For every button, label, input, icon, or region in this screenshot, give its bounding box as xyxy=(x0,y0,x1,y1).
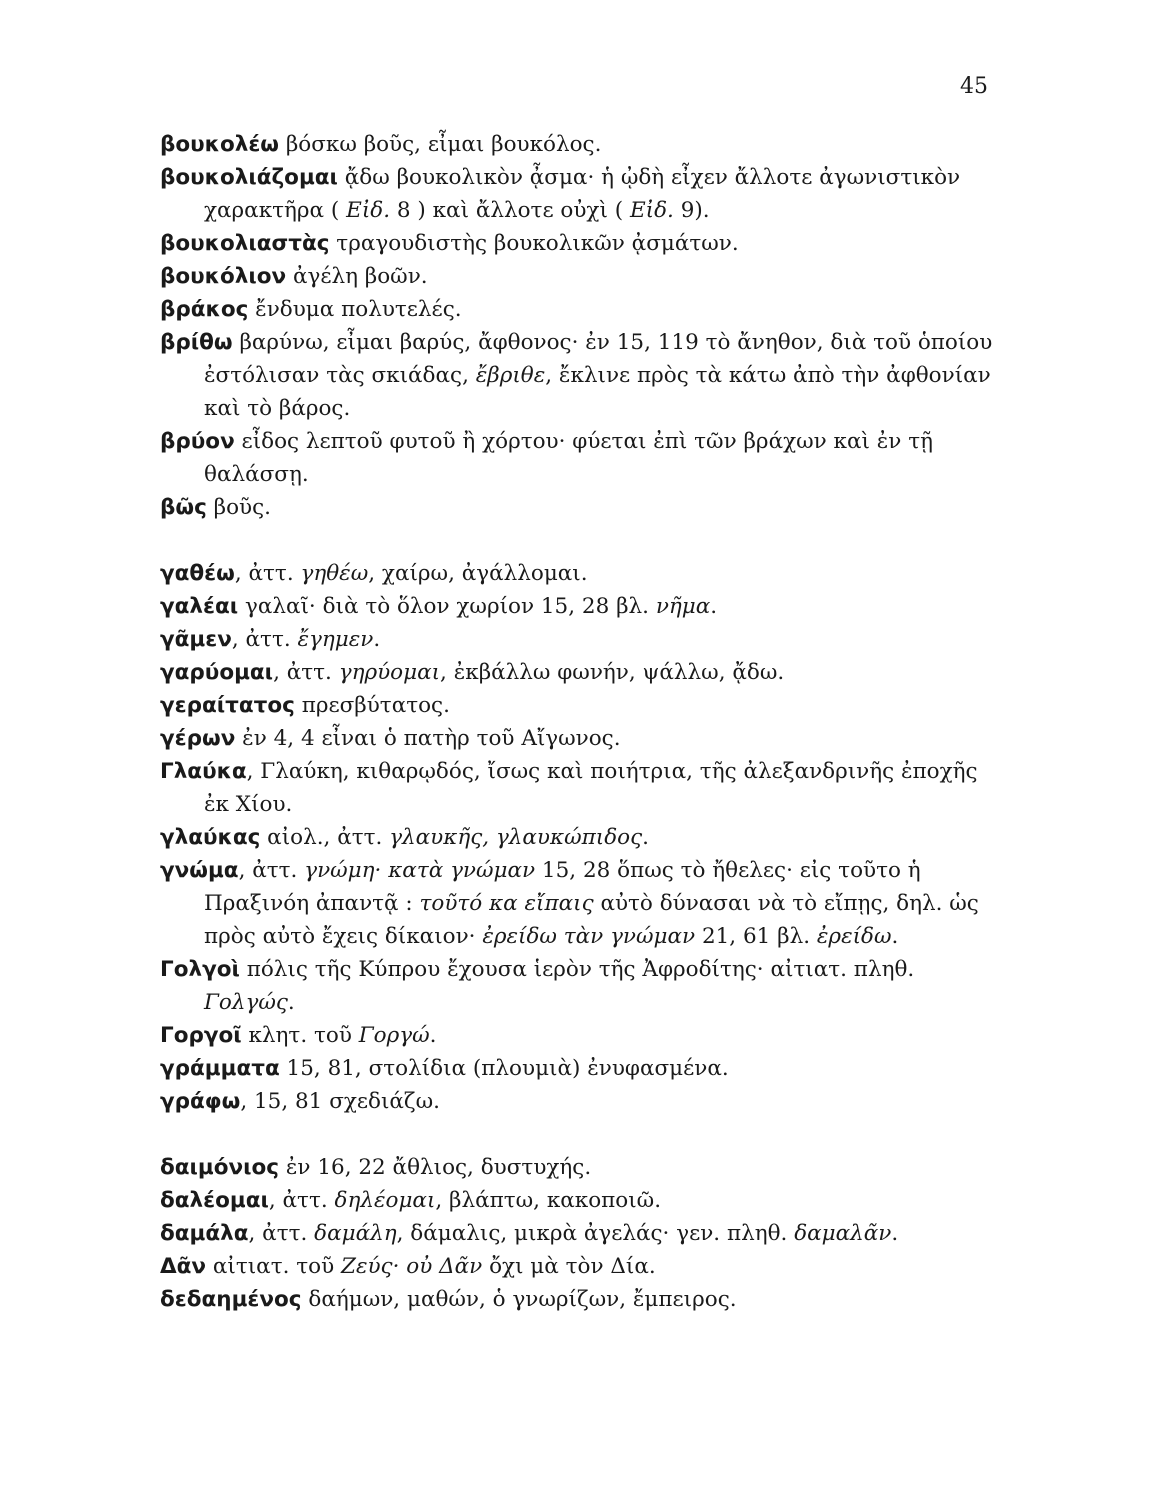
definition: εἶδος λεπτοῦ φυτοῦ ἢ χόρτου· φύεται ἐπὶ τῶν βράχων καὶ ἐν τῇ θαλάσσῃ. xyxy=(204,429,933,487)
entry xyxy=(160,227,1000,260)
definition-italic: Εἰδ. xyxy=(629,198,674,223)
definition: . xyxy=(710,594,718,619)
definition: , 15, 81 σχεδιάζω. xyxy=(240,1089,440,1114)
entry xyxy=(160,953,1000,1019)
entry xyxy=(160,128,1000,161)
entry xyxy=(160,293,1000,326)
definition: , ἀττ. xyxy=(248,1221,315,1246)
definition: πρεσβύτατος. xyxy=(294,693,450,718)
definition: 15, 28 ὅπως τὸ ἤθελες· εἰς τοῦτο ἡ Πραξινόη ἀπαντᾷ : xyxy=(204,858,921,916)
definition: ἐν 16, 22 ἄθλιος, δυστυχής. xyxy=(279,1155,592,1180)
definition: τραγουδιστὴς βουκολικῶν ᾀσμάτων. xyxy=(329,231,739,256)
definition: ἐν 4, 4 εἶναι ὁ πατὴρ τοῦ Αἴγωνος. xyxy=(235,726,621,751)
entry xyxy=(160,491,1000,524)
definition: , Γλαύκη, κιθαρῳδός, ἴσως καὶ ποιήτρια, τῆς ἀλεξανδρινῆς ἐποχῆς ἐκ Χίου. xyxy=(204,759,978,817)
definition-italic: Εἰδ. xyxy=(346,198,391,223)
headword: γνώμα xyxy=(160,858,239,883)
definition: αἰολ., ἀττ. xyxy=(260,825,390,850)
entry xyxy=(160,1151,1000,1184)
definition-italic: γνώμη· κατὰ γνώμαν xyxy=(304,858,536,883)
headword: Γολγοὶ xyxy=(160,957,240,982)
headword: γλαύκας xyxy=(160,825,261,850)
headword: βρίθω xyxy=(160,330,233,355)
headword: βουκολιαστὰς xyxy=(160,231,330,256)
headword: γᾶμεν xyxy=(160,627,232,652)
entry xyxy=(160,821,1000,854)
definition: κλητ. τοῦ xyxy=(241,1023,359,1048)
definition: . xyxy=(891,1221,899,1246)
entry xyxy=(160,260,1000,293)
entry xyxy=(160,755,1000,821)
definition-italic: ἔγημεν xyxy=(297,627,374,652)
entry xyxy=(160,1085,1000,1118)
definition-italic: δαμάλη xyxy=(314,1221,397,1246)
headword: δαλέομαι xyxy=(160,1188,269,1213)
definition: πόλις τῆς Κύπρου ἔχουσα ἱερὸν τῆς Ἀφροδίτης· αἰτιατ. πληθ. xyxy=(239,957,915,982)
headword: γέρων xyxy=(160,726,236,751)
definition: αἰτιατ. τοῦ xyxy=(206,1254,341,1279)
definition: , δάμαλις, μικρὰ ἀγελάς· γεν. πληθ. xyxy=(396,1221,795,1246)
entry xyxy=(160,1052,1000,1085)
definition: 8 ) καὶ ἄλλοτε οὐχὶ ( xyxy=(390,198,630,223)
definition-italic: γλαυκῆς, γλαυκώπιδος xyxy=(389,825,643,850)
headword: βρύον xyxy=(160,429,235,454)
headword: δαμάλα xyxy=(160,1221,249,1246)
entry xyxy=(160,590,1000,623)
definition: , ἀττ. xyxy=(234,561,301,586)
headword: Γλαύκα xyxy=(160,759,247,784)
definition: , ἀττ. xyxy=(273,660,339,685)
definition: , ἔκλινε πρὸς τὰ κάτω ἀπὸ τὴν ἀφθονίαν καὶ τὸ βάρος. xyxy=(204,363,991,421)
entry xyxy=(160,326,1000,425)
definition: αὐτὸ δύνασαι νὰ τὸ εἴπῃς, δηλ. ὡς πρὸς αὐτὸ ἔχεις δίκαιον· xyxy=(204,891,979,949)
definition: ᾄδω βουκολικὸν ᾆσμα· ἡ ᾠδὴ εἶχεν ἄλλοτε ἀγωνιστικὸν χαρακτῆρα ( xyxy=(204,165,961,223)
headword: βουκολιάζομαι xyxy=(160,165,338,190)
definition-italic: ἐρείδω τὰν γνώμαν xyxy=(482,924,696,949)
headword: δεδαημένος xyxy=(160,1287,302,1312)
definition-italic: Γολγώς xyxy=(204,990,288,1015)
definition: , ἀττ. xyxy=(231,627,298,652)
definition: , ἀττ. xyxy=(238,858,305,883)
definition-italic: γηρύομαι xyxy=(338,660,441,685)
definition: . xyxy=(642,825,649,850)
definition-italic: δαμαλᾶν xyxy=(794,1221,892,1246)
definition: , βλάπτω, κακοποιῶ. xyxy=(435,1188,662,1213)
entry xyxy=(160,689,1000,722)
definition: γαλαῖ· διὰ τὸ ὅλον χωρίον 15, 28 βλ. xyxy=(238,594,656,619)
page-number: 45 xyxy=(960,74,988,99)
entry xyxy=(160,1283,1000,1316)
definition: . xyxy=(373,627,381,652)
dictionary-entries xyxy=(160,128,1000,1316)
definition: ὄχι μὰ τὸν Δία. xyxy=(482,1254,656,1279)
headword: βράκος xyxy=(160,297,249,322)
entry xyxy=(160,1019,1000,1052)
entry xyxy=(160,557,1000,590)
headword: δαιμόνιος xyxy=(160,1155,280,1180)
definition: 9). xyxy=(673,198,710,223)
definition: ἀγέλη βοῶν. xyxy=(286,264,428,289)
definition-italic: ἐρείδω xyxy=(816,924,892,949)
definition: . xyxy=(429,1023,437,1048)
definition-italic: Ζεύς· οὐ Δᾶν xyxy=(341,1254,483,1279)
headword: Δᾶν xyxy=(160,1254,207,1279)
headword: γαθέω xyxy=(160,561,235,586)
entry xyxy=(160,161,1000,227)
definition: βόσκω βοῦς, εἶμαι βουκόλος. xyxy=(279,132,602,157)
headword: γράμματα xyxy=(160,1056,280,1081)
definition-italic: γηθέω xyxy=(300,561,369,586)
headword: γαλέαι xyxy=(160,594,239,619)
entry xyxy=(160,722,1000,755)
definition-italic: ἔβριθε xyxy=(475,363,546,388)
headword: βῶς xyxy=(160,495,207,520)
entry xyxy=(160,1250,1000,1283)
entry xyxy=(160,656,1000,689)
definition: δαήμων, μαθών, ὁ γνωρίζων, ἔμπειρος. xyxy=(301,1287,737,1312)
definition-italic: τοῦτό κα εἴπαις xyxy=(419,891,594,916)
definition-italic: νῆμα xyxy=(655,594,711,619)
headword: γαρύομαι xyxy=(160,660,274,685)
definition: βαρύνω, εἶμαι βαρύς, ἄφθονος· ἐν 15, 119 τὸ ἄνηθον, διὰ τοῦ ὁποίου ἐστόλισαν τὰς σκιάδας, xyxy=(204,330,993,388)
headword: βουκολέω xyxy=(160,132,279,157)
entry xyxy=(160,425,1000,491)
definition: 21, 61 βλ. xyxy=(695,924,817,949)
definition: ἔνδυμα πολυτελές. xyxy=(248,297,462,322)
headword: γεραίτατος xyxy=(160,693,295,718)
definition: βοῦς. xyxy=(206,495,271,520)
definition: , ἐκβάλλω φωνήν, ψάλλω, ᾄδω. xyxy=(440,660,785,685)
headword: Γοργοῖ xyxy=(160,1023,242,1048)
definition: , χαίρω, ἀγάλλομαι. xyxy=(368,561,588,586)
headword: βουκόλιον xyxy=(160,264,287,289)
definition-italic: Γοργώ xyxy=(358,1023,430,1048)
entry xyxy=(160,1184,1000,1217)
definition: . xyxy=(891,924,899,949)
definition: 15, 81, στολίδια (πλουμιὰ) ἐνυφασμένα. xyxy=(279,1056,729,1081)
entry xyxy=(160,854,1000,953)
definition-italic: δηλέομαι xyxy=(334,1188,436,1213)
headword: γράφω xyxy=(160,1089,241,1114)
entry xyxy=(160,623,1000,656)
definition: , ἀττ. xyxy=(268,1188,335,1213)
definition: . xyxy=(287,990,295,1015)
entry xyxy=(160,1217,1000,1250)
